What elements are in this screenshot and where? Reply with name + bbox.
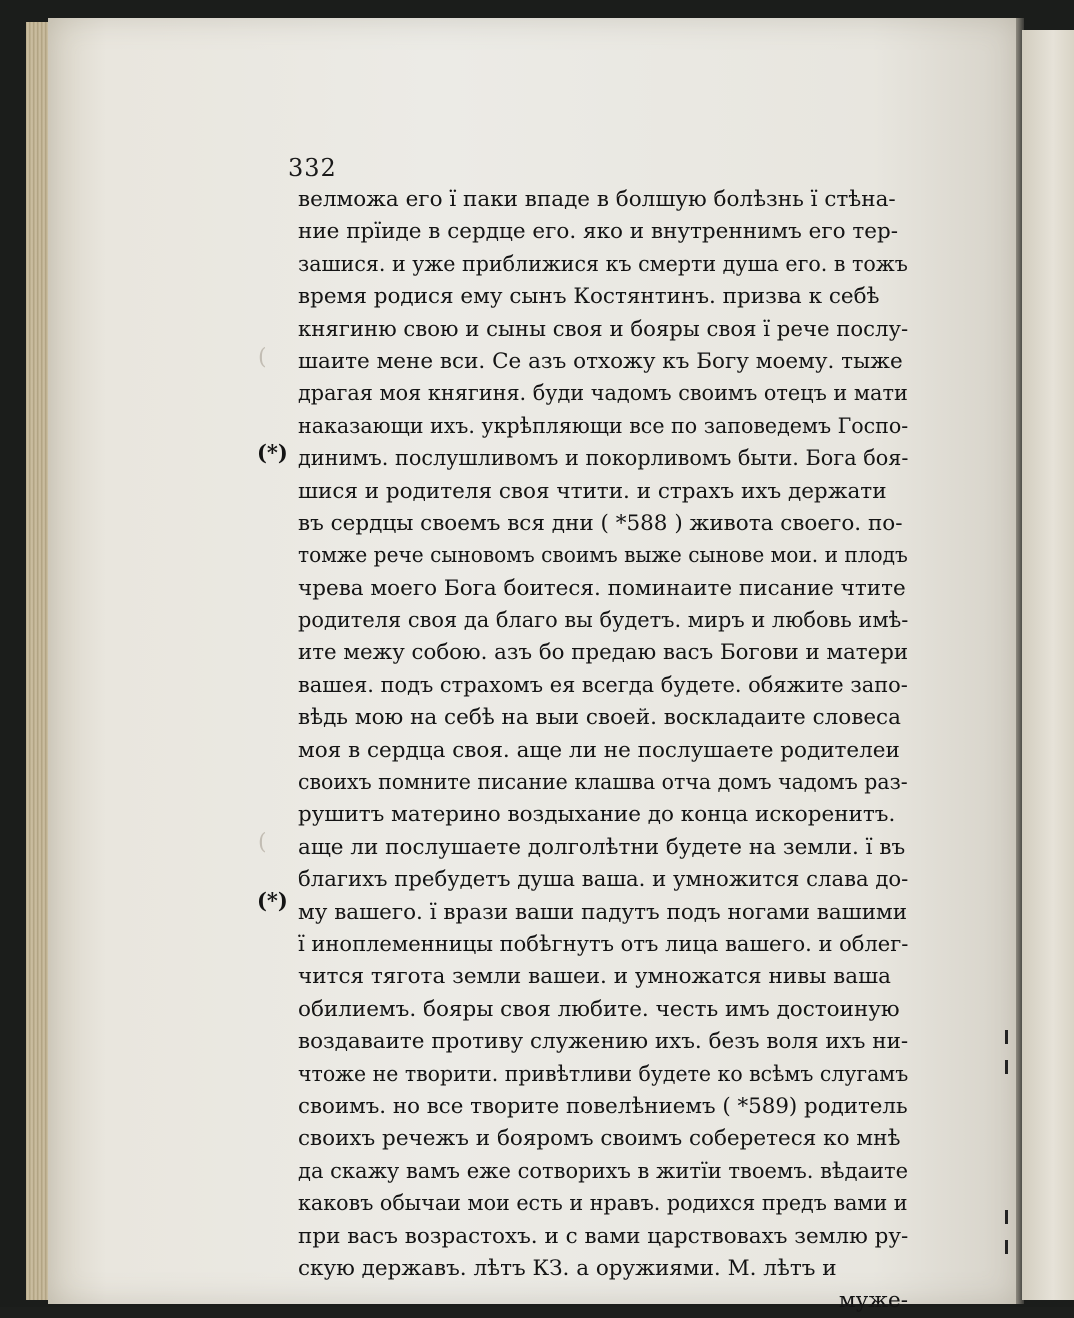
text-line-content: шаите мене вси. Се азъ отхожу къ Богу моему. тыже xyxy=(298,348,903,374)
text-line xyxy=(298,1156,908,1188)
text-line-content: зашися. и уже приближися къ смерти душа его. в тожъ xyxy=(298,251,908,277)
text-line-content: да скажу вамъ еже сотворихъ в житїи твоемъ. вѣдаите xyxy=(298,1158,909,1184)
spine-mark xyxy=(1005,1240,1008,1254)
text-line xyxy=(298,994,908,1026)
text-line xyxy=(298,961,908,993)
text-line xyxy=(298,670,908,702)
text-line xyxy=(298,314,908,346)
body-text xyxy=(298,184,908,1318)
text-line-content: чрева моего Бога боитеся. поминаите писание чтите xyxy=(298,575,906,601)
text-line xyxy=(298,1091,908,1123)
text-line-content: въ сердцы своемъ вся дни ( *588 ) живота своего. по- xyxy=(298,510,903,536)
text-line-content: своихъ речежъ и бояромъ своимъ соберетеся ко мнѣ xyxy=(298,1126,901,1152)
page-number: 332 xyxy=(288,154,337,182)
spine-mark xyxy=(1005,1060,1008,1074)
text-line-content: чтоже не творити. привѣтливи будете ко всѣмъ слугамъ xyxy=(298,1061,909,1087)
text-line xyxy=(298,573,908,605)
text-line xyxy=(298,1026,908,1058)
text-line-content: динимъ. послушливомъ и покорливомъ быти. Бога боя- xyxy=(298,446,909,472)
text-line xyxy=(298,1123,908,1155)
text-line-content: рушитъ материно воздыхание до конца искоренитъ. xyxy=(298,802,896,828)
text-line xyxy=(298,1188,908,1220)
text-line-content: томже рече сыновомъ своимъ выже сынове мои. и плодъ xyxy=(298,543,908,569)
spine-mark xyxy=(1005,1030,1008,1044)
text-line-content: каковъ обычаи мои есть и нравъ. родихся предъ вами и xyxy=(298,1191,908,1217)
bleed-through-mark: ( xyxy=(258,345,267,370)
text-line-content: своихъ помните писание клашва отча домъ чадомъ раз- xyxy=(298,770,908,796)
text-line-content: моя в сердца своя. аще ли не послушаете родителеи xyxy=(298,737,900,763)
text-line-content: воздаваите противу служению ихъ. безъ воля ихъ ни- xyxy=(298,1029,909,1055)
text-line-content: при васъ возрастохъ. и с вами царствовахъ землю ру- xyxy=(298,1223,909,1249)
text-line xyxy=(298,378,908,410)
text-line xyxy=(298,929,908,961)
text-line-content: велможа его ї паки впаде в болшую болѣзнь ї стѣна- xyxy=(298,187,896,212)
text-line xyxy=(298,411,908,443)
text-line xyxy=(298,637,908,669)
text-line-content: вѣдь мою на себѣ на выи своей. воскладаите словеса xyxy=(298,705,901,731)
text-line xyxy=(298,799,908,831)
text-line xyxy=(298,1221,908,1253)
text-line xyxy=(298,605,908,637)
text-line xyxy=(298,540,908,572)
text-line-content: му вашего. ї врази ваши падутъ подъ ногами вашими xyxy=(298,899,908,925)
text-line xyxy=(298,476,908,508)
text-line-content: вашея. подъ страхомъ ея всегда будете. обяжите запо- xyxy=(298,672,908,698)
text-line-content: родителя своя да благо вы будетъ. миръ и любовь имѣ- xyxy=(298,608,909,634)
text-line xyxy=(298,1253,908,1285)
spine-mark xyxy=(1005,1210,1008,1224)
text-line-content: благихъ пребудетъ душа ваша. и умножится слава до- xyxy=(298,867,909,893)
text-line-content: ние прїиде в сердце его. яко и внутреннимъ его тер- xyxy=(298,219,899,245)
text-line xyxy=(298,184,908,216)
text-line xyxy=(298,1059,908,1091)
text-line-content: наказающи ихъ. укрѣпляющи все по заповедемъ Госпо- xyxy=(298,413,909,439)
text-line-content: аще ли послушаете долголѣтни будете на земли. ї въ xyxy=(298,834,906,860)
text-line-content: драгая моя княгиня. буди чадомъ своимъ отецъ и мати xyxy=(298,381,908,407)
text-line xyxy=(298,346,908,378)
text-line-content: княгиню свою и сыны своя и бояры своя ї рече послу- xyxy=(298,316,909,342)
catchword xyxy=(298,1285,908,1317)
text-line xyxy=(298,249,908,281)
text-line xyxy=(298,702,908,734)
text-line-content: ї иноплеменницы побѣгнутъ отъ лица вашего. и облег- xyxy=(298,931,909,957)
catchword-text: муже- xyxy=(838,1288,908,1314)
text-line xyxy=(298,767,908,799)
text-line-content: скую державъ. лѣтъ КЗ. а оружиями. М. лѣтъ и xyxy=(298,1255,837,1281)
text-line xyxy=(298,443,908,475)
footnote-margin-mark: (*) xyxy=(257,888,288,913)
text-line xyxy=(298,864,908,896)
text-line-content: шися и родителя своя чтити. и страхъ ихъ держати xyxy=(298,478,887,504)
text-line-content: своимъ. но все творите повелѣниемъ ( *589) родитель xyxy=(298,1093,908,1119)
text-line xyxy=(298,508,908,540)
text-line xyxy=(298,281,908,313)
text-line xyxy=(298,216,908,248)
text-line xyxy=(298,897,908,929)
text-line xyxy=(298,832,908,864)
text-line xyxy=(298,735,908,767)
text-line-content: обилиемъ. бояры своя любите. честь имъ достоиную xyxy=(298,996,900,1022)
bleed-through-mark: ( xyxy=(258,830,267,855)
text-line-content: ите межу собою. азъ бо предаю васъ Богови и матери xyxy=(298,640,909,666)
facing-page-edge xyxy=(1022,30,1074,1300)
footnote-margin-mark: (*) xyxy=(257,440,288,465)
text-line-content: время родися ему сынъ Костянтинъ. призва к себѣ xyxy=(298,284,880,310)
text-line-content: чится тягота земли вашеи. и умножатся нивы ваша xyxy=(298,964,891,990)
